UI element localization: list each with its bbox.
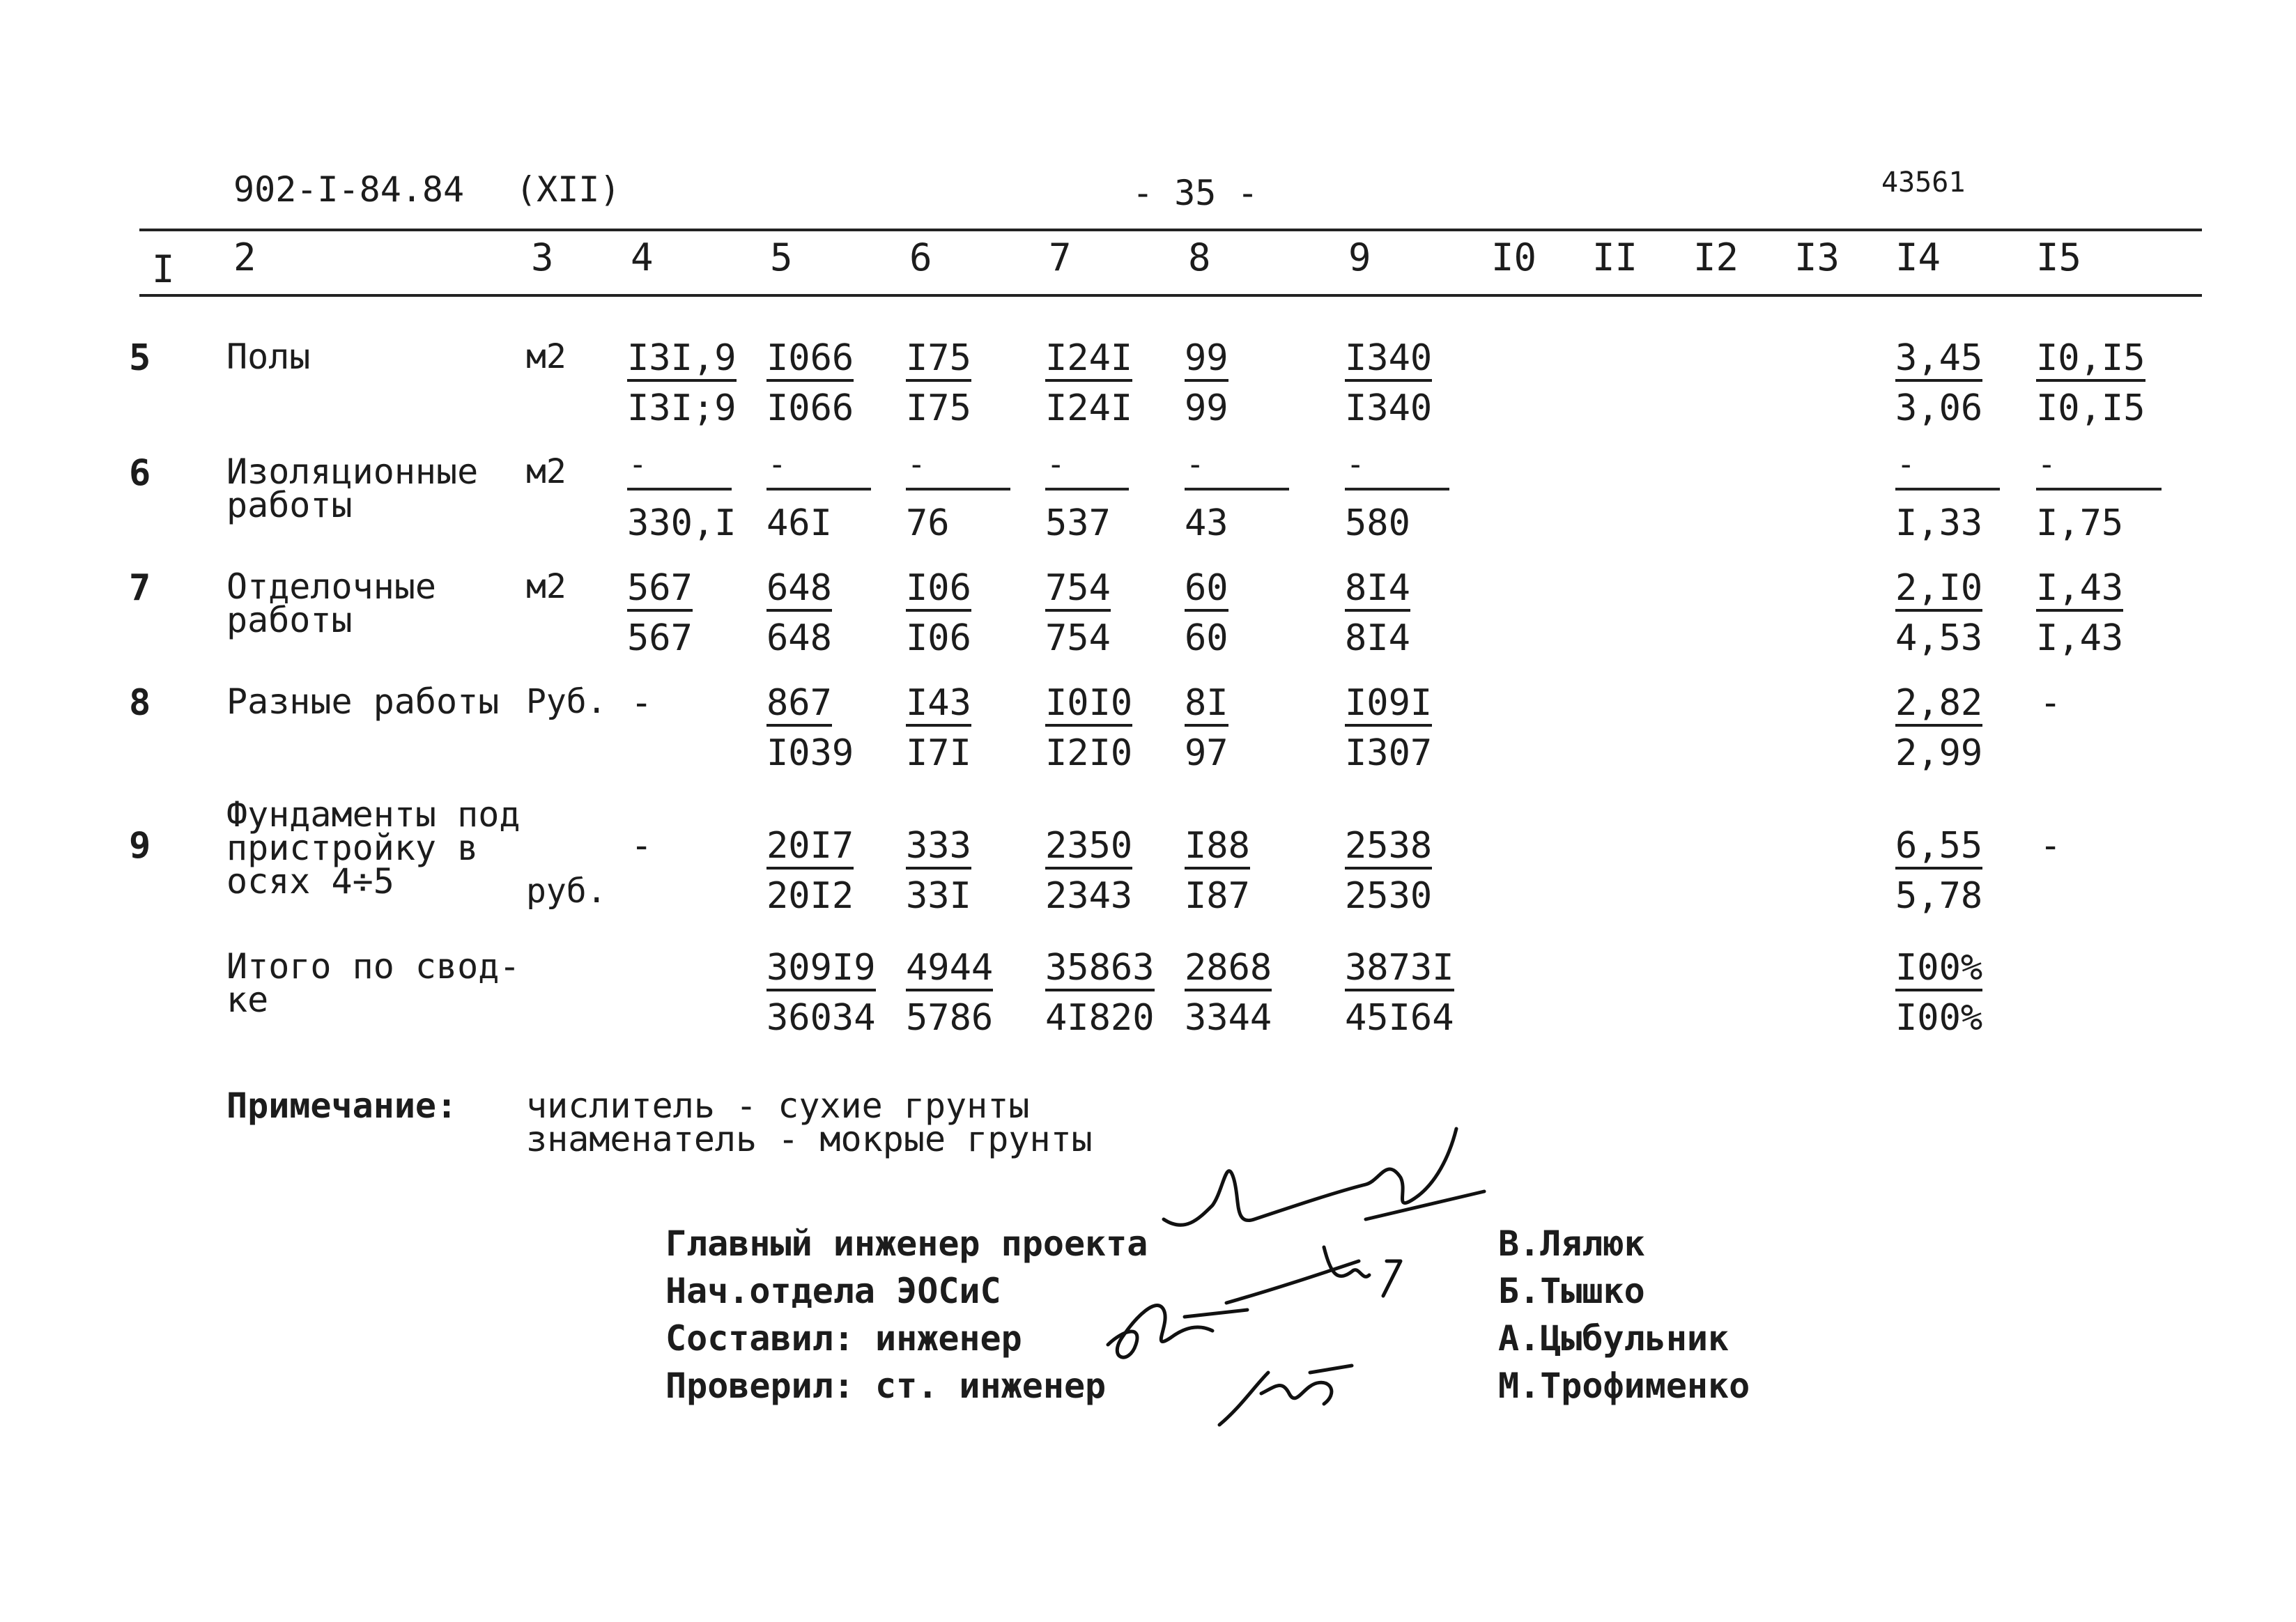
denominator-value: I039 [766, 732, 854, 774]
numerator-value: 4944 [906, 950, 993, 991]
section-number: (XII) [516, 169, 621, 210]
numerator-value: 2,82 [1895, 685, 1982, 727]
denominator-value: 20I2 [766, 875, 854, 917]
numerator-value: 2,I0 [1895, 570, 1982, 612]
denominator-value: I2I0 [1045, 732, 1133, 774]
fraction-line [906, 488, 1010, 491]
numerator-dash: - [1897, 447, 1916, 482]
row-number: 7 [129, 567, 151, 609]
denominator-value: 8I4 [1345, 617, 1410, 659]
numerator-value: 2868 [1185, 950, 1272, 991]
numerator-value: 309I9 [766, 950, 876, 991]
row-unit: м2 [526, 452, 567, 491]
numerator-value: I340 [1345, 340, 1432, 382]
denominator-value: 537 [1045, 502, 1111, 544]
denominator-value: I7I [906, 732, 971, 774]
numerator-value: I00% [1895, 950, 1982, 991]
denominator-value: 43 [1185, 502, 1228, 544]
denominator-value: I,75 [2036, 502, 2124, 544]
numerator-value: 333 [906, 828, 971, 870]
numerator-value: 99 [1185, 340, 1228, 382]
numerator-value: I06 [906, 570, 971, 612]
column-header: 9 [1348, 235, 1371, 279]
column-header: I5 [2036, 235, 2082, 279]
numerator-value: I75 [906, 340, 971, 382]
denominator-value: I24I [1045, 387, 1133, 429]
row-name: Полы [226, 337, 311, 377]
denominator-value: 45I64 [1345, 997, 1454, 1039]
denominator-value: I00% [1895, 997, 1983, 1039]
fraction-line [627, 488, 732, 491]
cell-value: - [2040, 682, 2062, 724]
numerator-value: I0,I5 [2036, 340, 2145, 382]
row-name: Изоляционные работы [226, 451, 479, 525]
numerator-value: I,43 [2036, 570, 2123, 612]
row-unit: м2 [526, 567, 567, 606]
denominator-value: 97 [1185, 732, 1228, 774]
numerator-dash: - [629, 447, 647, 482]
fraction-line [2036, 488, 2162, 491]
signature-checker-mark [1212, 1345, 1366, 1435]
numerator-value: I43 [906, 685, 971, 727]
row-name: Отделочные работы [226, 566, 437, 640]
numerator-value: 6,55 [1895, 828, 1982, 870]
denominator-value: 5,78 [1895, 875, 1983, 917]
column-header: 3 [531, 235, 554, 279]
column-header: 5 [770, 235, 793, 279]
denominator-value: 754 [1045, 617, 1111, 659]
denominator-value: I307 [1345, 732, 1433, 774]
numerator-value: I066 [766, 340, 854, 382]
note-line-2: знаменатель - мокрые грунты [526, 1119, 1093, 1159]
denominator-value: I3I;9 [627, 387, 737, 429]
fraction-line [1895, 488, 2000, 491]
denominator-value: 3344 [1185, 997, 1272, 1039]
numerator-value: I88 [1185, 828, 1250, 870]
row-number: 5 [129, 337, 151, 379]
row-name: Разные работы [226, 681, 500, 722]
table-top-rule [139, 229, 2202, 231]
numerator-value: I09I [1345, 685, 1432, 727]
numerator-value: 648 [766, 570, 832, 612]
cell-value: - [2040, 825, 2062, 867]
numerator-dash: - [1346, 447, 1365, 482]
column-header: I0 [1491, 235, 1537, 279]
column-header: 2 [233, 235, 256, 279]
numerator-value: I3I,9 [627, 340, 737, 382]
numerator-value: 35863 [1045, 950, 1155, 991]
row-name: Фундаменты под пристройку в осях 4÷5 [226, 794, 521, 902]
numerator-value: 2538 [1345, 828, 1432, 870]
column-header: I2 [1693, 235, 1739, 279]
row-unit: м2 [526, 337, 567, 376]
denominator-value: I06 [906, 617, 971, 659]
numerator-value: 3,45 [1895, 340, 1982, 382]
numerator-dash: - [1186, 447, 1205, 482]
denominator-value: I340 [1345, 387, 1433, 429]
numerator-value: 8I [1185, 685, 1228, 727]
numerator-value: I0I0 [1045, 685, 1132, 727]
denominator-value: 330,I [627, 502, 737, 544]
column-header: I [152, 247, 175, 291]
denominator-value: 3,06 [1895, 387, 1983, 429]
denominator-value: 648 [766, 617, 832, 659]
column-header: I3 [1794, 235, 1840, 279]
cell-value: - [631, 825, 653, 867]
signature-role: Нач.отдела ЭОСиС [665, 1271, 1001, 1311]
numerator-value: 2350 [1045, 828, 1132, 870]
denominator-value: I,43 [2036, 617, 2124, 659]
column-header: 8 [1188, 235, 1211, 279]
page-number: - 35 - [1132, 173, 1258, 213]
archive-stamp: 43561 [1881, 167, 1966, 199]
numerator-value: 867 [766, 685, 832, 727]
numerator-dash: - [768, 447, 787, 482]
row-number: 8 [129, 682, 151, 724]
denominator-value: 2343 [1045, 875, 1133, 917]
signature-role: Составил: инженер [665, 1318, 1022, 1359]
numerator-value: 3873I [1345, 950, 1454, 991]
signature-role: Проверил: ст. инженер [665, 1366, 1107, 1406]
document-code: 902-I-84.84 [233, 169, 465, 210]
denominator-value: 4I820 [1045, 997, 1155, 1039]
denominator-value: 2530 [1345, 875, 1433, 917]
denominator-value: 36034 [766, 997, 876, 1039]
denominator-value: 60 [1185, 617, 1228, 659]
cell-value: - [631, 682, 653, 724]
signature-role: Главный инженер проекта [665, 1223, 1148, 1264]
column-header: 7 [1049, 235, 1072, 279]
row-number: 9 [129, 825, 151, 867]
numerator-value: 567 [627, 570, 693, 612]
numerator-value: I24I [1045, 340, 1132, 382]
numerator-dash: - [907, 447, 926, 482]
numerator-dash: - [1047, 447, 1065, 482]
signature-name: В.Лялюк [1498, 1223, 1645, 1264]
denominator-value: 99 [1185, 387, 1228, 429]
column-header: II [1592, 235, 1638, 279]
row-unit: руб. [526, 872, 607, 911]
note-line-1: числитель - сухие грунты [526, 1086, 1030, 1126]
fraction-line [1345, 488, 1449, 491]
denominator-value: 46I [766, 502, 832, 544]
denominator-value: I75 [906, 387, 971, 429]
table-header-rule [139, 294, 2202, 297]
denominator-value: 76 [906, 502, 950, 544]
column-header: I4 [1895, 235, 1941, 279]
numerator-value: 8I4 [1345, 570, 1410, 612]
denominator-value: 33I [906, 875, 971, 917]
denominator-value: I066 [766, 387, 854, 429]
denominator-value: 5786 [906, 997, 994, 1039]
denominator-value: 580 [1345, 502, 1410, 544]
numerator-dash: - [2037, 447, 2056, 482]
row-number: 6 [129, 452, 151, 494]
denominator-value: I0,I5 [2036, 387, 2145, 429]
column-header: 6 [909, 235, 932, 279]
fraction-line [1045, 488, 1129, 491]
note-label: Примечание: [226, 1086, 458, 1126]
denominator-value: I,33 [1895, 502, 1983, 544]
row-unit: Руб. [526, 682, 607, 721]
denominator-value: 567 [627, 617, 693, 659]
signature-name: А.Цыбульник [1498, 1318, 1729, 1359]
column-header: 4 [631, 235, 654, 279]
signature-name: Б.Тышко [1498, 1271, 1645, 1311]
signature-name: М.Трофименко [1498, 1366, 1750, 1406]
row-name: Итого по свод- ке [226, 946, 521, 1020]
numerator-value: 20I7 [766, 828, 854, 870]
denominator-value: I87 [1185, 875, 1250, 917]
denominator-value: 4,53 [1895, 617, 1983, 659]
numerator-value: 60 [1185, 570, 1228, 612]
numerator-value: 754 [1045, 570, 1111, 612]
fraction-line [766, 488, 871, 491]
fraction-line [1185, 488, 1289, 491]
denominator-value: 2,99 [1895, 732, 1983, 774]
